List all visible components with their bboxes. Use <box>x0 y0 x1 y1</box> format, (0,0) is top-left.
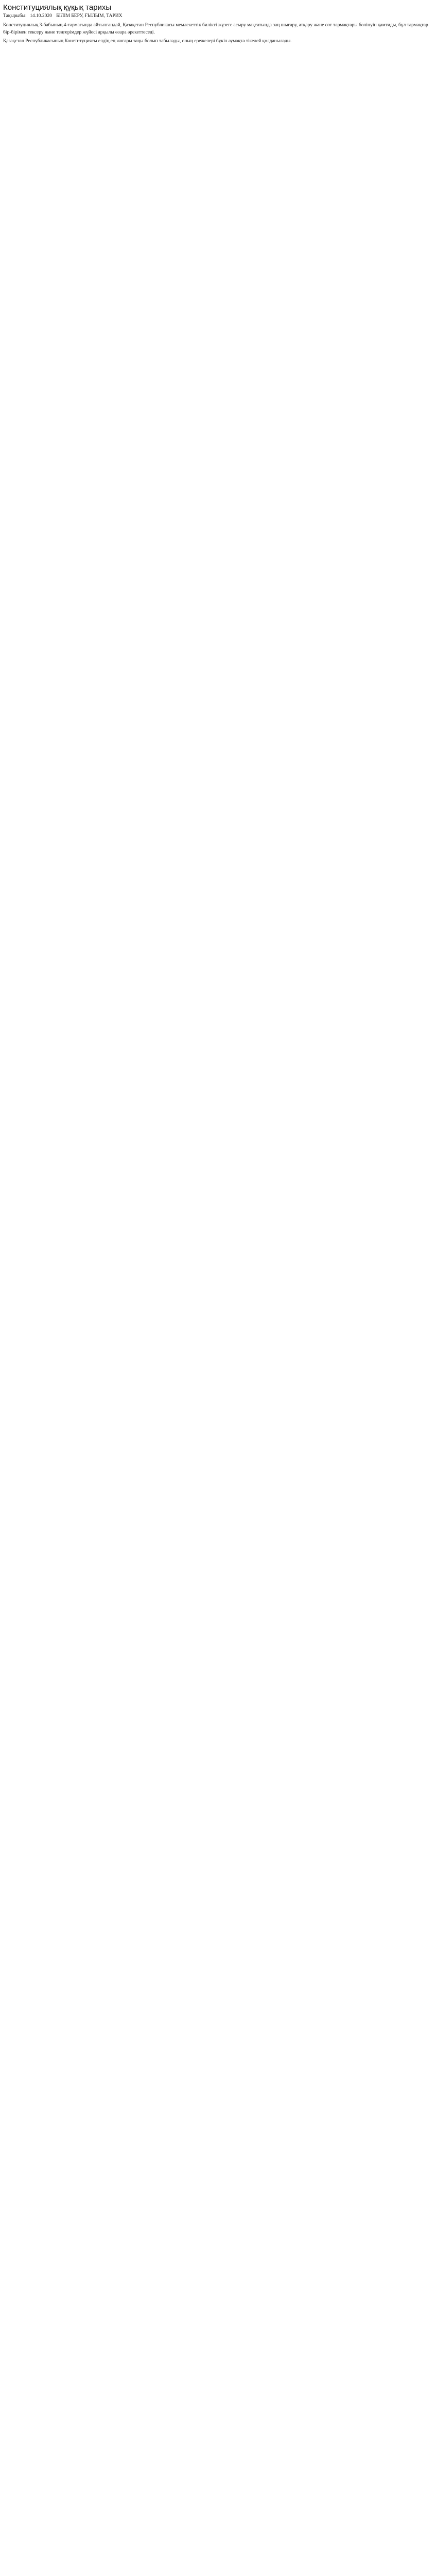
document-body <box>3 22 433 45</box>
document-meta <box>3 13 433 20</box>
document-title: Конституциялық құқық тарихы <box>3 3 112 12</box>
meta-subject: БІЛІМ БЕРУ, ҒЫЛЫМ, ТАРИХ <box>56 13 123 19</box>
meta-label: Тақырыбы: <box>3 13 27 19</box>
document-page <box>0 0 436 59</box>
meta-date: 14.10.2020 <box>30 13 52 19</box>
paragraph: Конституциялық 3-бабының 4-тармағында айтылғандай, Қазақстан Республикасы мемлекеттік билікті жүзеге асыру мақсатында заң шығару, атқару және сот тармақтары бөлінуін қамтиды, бұл тармақтар бір-бірімен тексеру және теңгерімдер жүйесі арқылы өзара әрекеттеседі. <box>3 23 428 35</box>
paragraph: Қазақстан Республикасының Конституциясы елдің ең жоғары заңы болып табылады, оның ережелері бүкіл аумақта тікелей қолданылады. <box>3 39 292 44</box>
